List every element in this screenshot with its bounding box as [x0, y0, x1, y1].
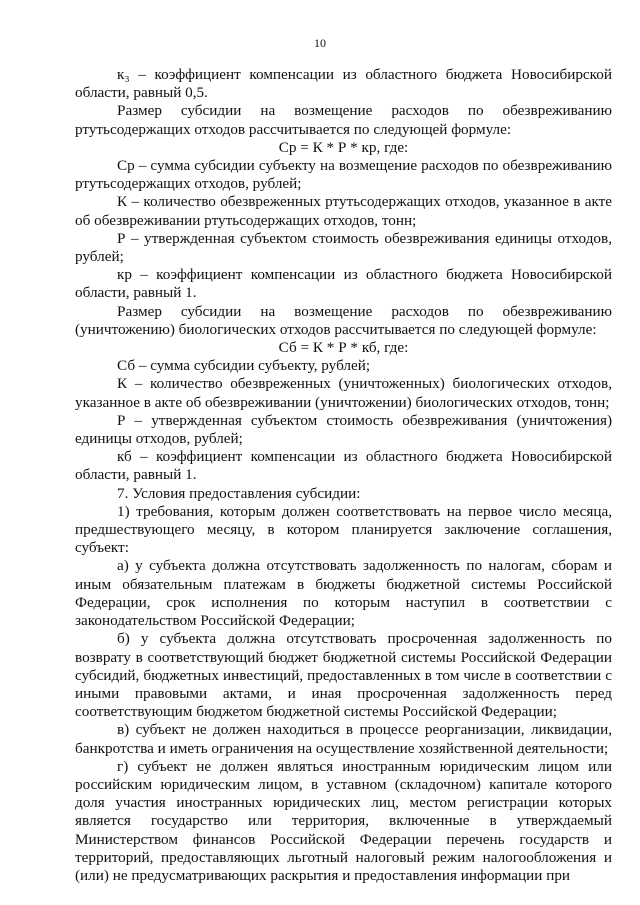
paragraph: Размер субсидии на возмещение расходов по обезвреживанию ртутьсодержащих отходов рассчитывается по следующей формуле:	[75, 102, 612, 138]
paragraph: 1) требования, которым должен соответствовать на первое число месяца, предшествующего месяцу, в котором планируется заключение соглашения, субъект:	[75, 502, 612, 557]
paragraph: кб – коэффициент компенсации из областного бюджета Новосибирской области, равный 1.	[75, 448, 612, 484]
paragraph: Размер субсидии на возмещение расходов по обезвреживанию (уничтожению) биологических отходов рассчитывается по следующей формуле:	[75, 302, 612, 338]
paragraph: 7. Условия предоставления субсидии:	[117, 484, 361, 502]
paragraph: а) у субъекта должна отсутствовать задолженность по налогам, сборам и иным обязательным платежам в бюджеты бюджетной системы Российской Федерации, срок исполнения по которым наступил в соответствии с законодательством Российской Федерации;	[75, 557, 612, 630]
page-number: 10	[314, 36, 326, 50]
paragraph: К – количество обезвреженных (уничтоженных) биологических отходов, указанное в акте об обезвреживании (уничтожении) биологических отходов, тонн;	[75, 375, 612, 411]
paragraph: Сб – сумма субсидии субъекту, рублей;	[117, 357, 371, 375]
paragraph: к₃ – коэффициент компенсации из областного бюджета Новосибирской области, равный 0,5.	[75, 66, 612, 102]
paragraph: Ср – сумма субсидии субъекту на возмещение расходов по обезвреживанию ртутьсодержащих отходов, рублей;	[75, 157, 612, 193]
formula: Сб = К * Р * кб, где:	[278, 339, 409, 357]
paragraph: Р – утвержденная субъектом стоимость обезвреживания (уничтожения) единицы отходов, рублей;	[75, 411, 612, 448]
document-body	[75, 66, 612, 885]
paragraph: Р – утвержденная субъектом стоимость обезвреживания единицы отходов, рублей;	[75, 229, 612, 266]
paragraph: в) субъект не должен находиться в процессе реорганизации, ликвидации, банкротства и иметь ограничения на осуществление хозяйственной деятельности;	[75, 721, 612, 757]
paragraph: кр – коэффициент компенсации из областного бюджета Новосибирской области, равный 1.	[75, 266, 612, 302]
paragraph: К – количество обезвреженных ртутьсодержащих отходов, указанное в акте об обезвреживании ртутьсодержащих отходов, тонн;	[75, 193, 612, 229]
paragraph: г) субъект не должен являться иностранным юридическим лицом или российским юридическим лицом, в уставном (складочном) капитале которого доля участия иностранных юридических лиц, местом регистрации которых является государство или территория, включенные в утверждаемый Министерством финансов Российской Федерации перечень государств и территорий, предоставляющих льготный налоговый режим налогообложения и (или) не предусматривающих раскрытия и предоставления информации при	[75, 757, 612, 884]
formula: Ср = К * Р * кр, где:	[278, 138, 409, 156]
paragraph: б) у субъекта должна отсутствовать просроченная задолженность по возврату в соответствующий бюджет бюджетной системы Российской Федерации субсидий, бюджетных инвестиций, предоставленных в том числе в соответствии с иными правовыми актами, и иная просроченная задолженность перед соответствующим бюджетом бюджетной системы Российской Федерации;	[75, 630, 612, 721]
